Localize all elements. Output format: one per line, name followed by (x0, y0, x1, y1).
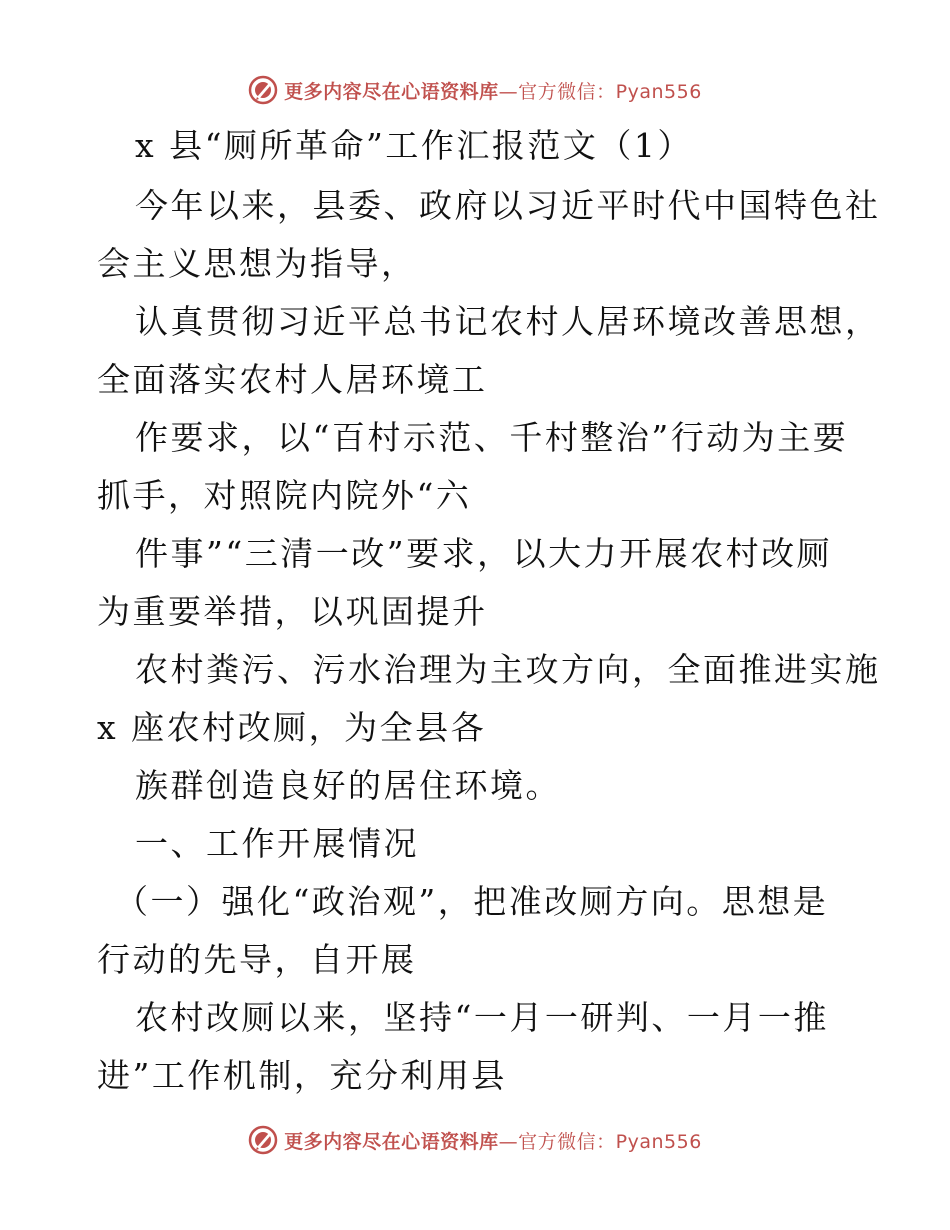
paragraph-line: 认真贯彻习近平总书记农村人居环境改善思想， (135, 302, 881, 341)
paragraph-line: 全面落实农村人居环境工 (97, 360, 488, 399)
watermark-main-text: 更多内容尽在心语资料库 (284, 80, 499, 103)
paragraph-line: 进”工作机制，充分利用县 (97, 1056, 507, 1095)
footer-watermark (0, 1120, 950, 1160)
paragraph-line: 会主义思想为指导， (97, 244, 417, 283)
document-title: x 县“厕所革命”工作汇报范文（1） (135, 126, 693, 165)
paragraph-line: 今年以来，县委、政府以习近平时代中国特色社 (135, 186, 881, 225)
paragraph-line: 农村粪污、污水治理为主攻方向，全面推进实施 (135, 650, 881, 689)
watermark-contact-text: —官方微信：Pyan556 (498, 1130, 702, 1153)
paragraph-line: 作要求，以“百村示范、千村整治”行动为主要 (135, 418, 849, 457)
paragraph-line: 行动的先导，自开展 (97, 940, 417, 979)
paragraph-line: （一）强化“政治观”，把准改厕方向。思想是 (115, 882, 829, 921)
paragraph-line: 族群创造良好的居住环境。 (135, 766, 561, 805)
pen-logo-icon (248, 1125, 278, 1155)
watermark-contact-text: —官方微信：Pyan556 (498, 80, 702, 103)
paragraph-line: 件事”“三清一改”要求，以大力开展农村改厕 (135, 534, 833, 573)
paragraph-line: 为重要举措，以巩固提升 (97, 592, 488, 631)
watermark-main-text: 更多内容尽在心语资料库 (284, 1130, 499, 1153)
section-heading: 一、工作开展情况 (135, 824, 419, 863)
paragraph-line: 抓手，对照院内院外“六 (97, 476, 472, 515)
paragraph-line: 农村改厕以来，坚持“一月一研判、一月一推 (135, 998, 829, 1037)
paragraph-line: x 座农村改厕，为全县各 (97, 708, 487, 747)
